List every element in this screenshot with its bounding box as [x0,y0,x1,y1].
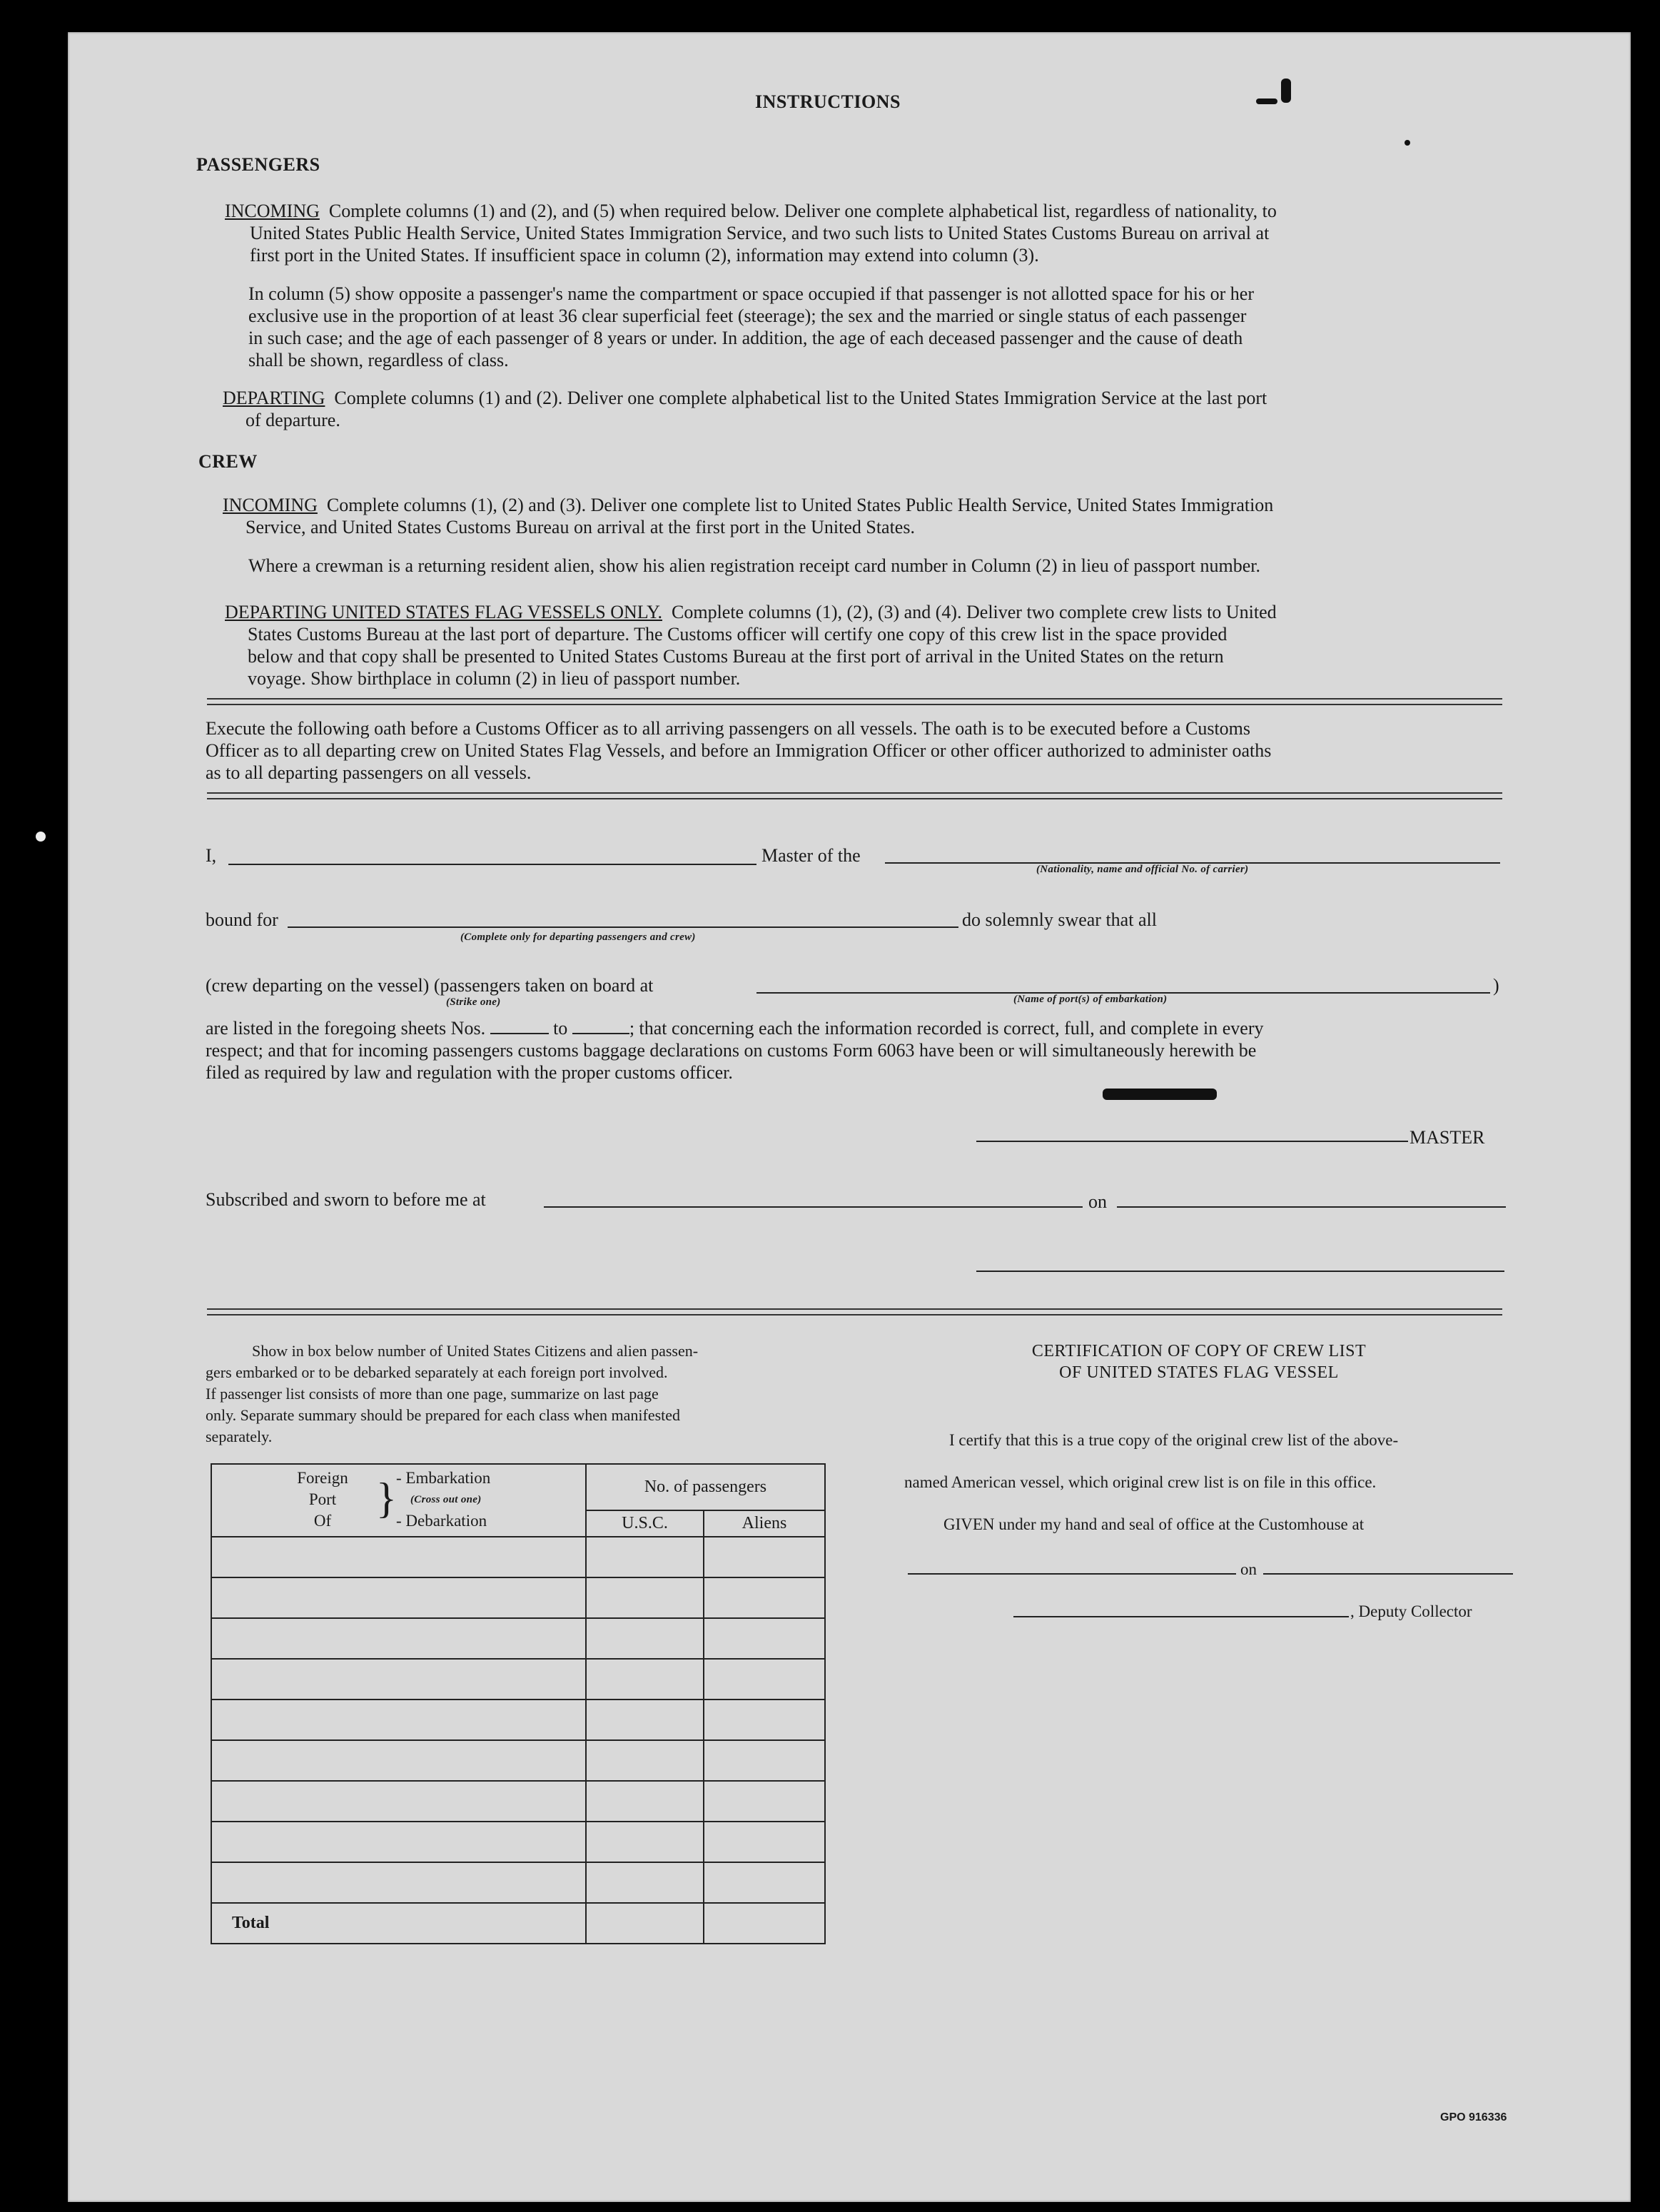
master-label: MASTER [1410,1127,1485,1148]
carrier-note: (Nationality, name and official No. of carrier) [1036,864,1249,875]
certification-text: GIVEN under my hand and seal of office at the Customhouse at [943,1515,1365,1533]
oath-text: respect; and that for incoming passengers customs baggage declarations on customs Form 6063 have been or will simultaneously herewith be [206,1040,1257,1061]
aliens-cell[interactable] [704,1700,825,1740]
table-row [211,1862,825,1903]
port-cell[interactable] [211,1862,586,1903]
port-cell[interactable] [211,1618,586,1659]
table-row [211,1537,825,1577]
page-title: INSTRUCTIONS [755,91,901,112]
aliens-cell[interactable] [704,1618,825,1659]
crew-departing-text: below and that copy shall be presented to United States Customs Bureau at the first port of arrival in the United States on the return [248,646,1224,667]
certification-title [899,1340,1499,1383]
listed-text: are listed in the foregoing sheets Nos. [206,1018,486,1039]
oath-text: filed as required by law and regulation with the proper customs officer. [206,1062,733,1083]
crew-departing-label: DEPARTING UNITED STATES FLAG VESSELS ONLY. [225,602,662,622]
crew-departing-text: States Customs Bureau at the last port of departure. The Customs officer will certify one copy of this crew list in the space provided [248,624,1228,645]
certification-title-line: OF UNITED STATES FLAG VESSEL [1059,1363,1339,1382]
embarkation-option[interactable]: - Embarkation [396,1469,491,1487]
port-cell[interactable] [211,1537,586,1577]
cross-out-note: (Cross out one) [410,1494,482,1505]
total-label: Total [211,1903,586,1944]
column5-block [248,283,1483,371]
table-row [211,1740,825,1781]
aliens-cell[interactable] [704,1740,825,1781]
bound-for-line[interactable] [288,926,958,928]
usc-cell[interactable] [586,1862,704,1903]
debarkation-option[interactable]: - Debarkation [396,1512,487,1530]
usc-cell[interactable] [586,1781,704,1822]
divider [207,792,1502,799]
column5-text: shall be shown, regardless of class. [248,350,509,370]
ink-mark [1103,1089,1217,1100]
no-passengers-header: No. of passengers [586,1464,825,1510]
resident-alien-text: Where a crewman is a returning resident alien, show his alien registration receipt card number in Column (2) in lieu of passport number. [248,555,1261,576]
port-cell[interactable] [211,1781,586,1822]
usc-total-cell[interactable] [586,1903,704,1944]
aliens-header: Aliens [704,1510,825,1537]
ink-mark [1281,79,1291,103]
departing-text: of departure. [246,410,340,430]
usc-cell[interactable] [586,1537,704,1577]
summary-text: gers embarked or to be debarked separately at each foreign port involved. [206,1363,668,1381]
aliens-total-cell[interactable] [704,1903,825,1944]
aliens-cell[interactable] [704,1781,825,1822]
oath-i: I, [206,845,217,866]
certification-text: I certify that this is a true copy of the original crew list of the above- [949,1431,1399,1449]
crew-incoming-text: Complete columns (1), (2) and (3). Deliver one complete list to United States Public Health Service, United States Immigration [326,495,1274,515]
aliens-cell[interactable] [704,1537,825,1577]
ink-mark [1256,99,1277,104]
ink-mark [36,832,46,842]
deputy-collector-label: , Deputy Collector [1350,1602,1472,1620]
table-row [211,1781,825,1822]
usc-cell[interactable] [586,1822,704,1862]
incoming-text: United States Public Health Service, United States Immigration Service, and two such lists to United States Customs Bureau on arrival at [250,223,1270,243]
crew-incoming-text: Service, and United States Customs Bureau on arrival at the first port in the United States. [246,517,915,537]
to-text: to [553,1018,568,1039]
crew-heading: CREW [198,451,258,472]
strike-note: (Strike one) [446,996,501,1008]
brace-icon: } [376,1475,397,1522]
column5-text: exclusive use in the proportion of at least 36 clear superficial feet (steerage); the sex and the married or single status of each passenger [248,305,1247,326]
usc-cell[interactable] [586,1740,704,1781]
deputy-signature-line[interactable] [1013,1616,1349,1617]
divider [207,698,1502,705]
oath-instructions [206,717,1504,784]
customhouse-line[interactable] [908,1573,1236,1575]
oath-instr-text: Execute the following oath before a Customs Officer as to all arriving passengers on all vessels. The oath is to be executed before a Customs [206,718,1251,739]
aliens-cell[interactable] [704,1822,825,1862]
departing-text: Complete columns (1) and (2). Deliver one complete alphabetical list to the United States Immigration Service at the last port [334,388,1267,408]
officer-signature-line[interactable] [976,1271,1504,1272]
usc-cell[interactable] [586,1659,704,1700]
sworn-date-line[interactable] [1117,1206,1506,1208]
table-row [211,1822,825,1862]
incoming-text: Complete columns (1) and (2), and (5) when required below. Deliver one complete alphabetical list, regardless of nationality, to [328,201,1277,221]
ink-mark [1405,140,1410,146]
master-signature-line[interactable] [976,1141,1408,1142]
listed-text: ; that concerning each the information recorded is correct, full, and complete in every [629,1018,1264,1039]
summary-text: Show in box below number of United States Citizens and alien passen- [252,1342,699,1360]
table-row [211,1618,825,1659]
crew-incoming-label: INCOMING [223,495,318,515]
oath-body [206,1017,1504,1084]
sheet-to-blank[interactable] [572,1033,629,1034]
table-row [211,1577,825,1618]
summary-instructions [206,1340,819,1448]
oath-instr-text: Officer as to all departing crew on United States Flag Vessels, and before an Immigration Officer or other officer authorized to administer oaths [206,740,1272,761]
incoming-text: first port in the United States. If insufficient space in column (2), information may extend into column (3). [250,245,1039,266]
passengers-departing-block [223,387,1486,431]
port-cell[interactable] [211,1700,586,1740]
crew-departing-block [225,601,1488,690]
port-cell[interactable] [211,1659,586,1700]
port-cell[interactable] [211,1577,586,1618]
master-name-line[interactable] [228,864,756,865]
swear-text: do solemnly swear that all [962,909,1157,930]
sheet-from-blank[interactable] [490,1033,549,1034]
certification-date-line[interactable] [1263,1573,1513,1575]
close-paren: ) [1493,975,1499,996]
certification-on-label: on [1240,1560,1257,1578]
crew-departing-text: Complete columns (1), (2), (3) and (4). Deliver two complete crew lists to United [672,602,1277,622]
aliens-cell[interactable] [704,1862,825,1903]
passengers-heading: PASSENGERS [196,154,320,175]
oath-instr-text: as to all departing passengers on all vessels. [206,762,532,783]
divider [207,1308,1502,1315]
sworn-place-line[interactable] [544,1206,1083,1208]
usc-cell[interactable] [586,1700,704,1740]
column5-text: In column (5) show opposite a passenger's name the compartment or space occupied if that passenger is not allotted space for his or her [248,283,1254,304]
aliens-cell[interactable] [704,1577,825,1618]
incoming-label: INCOMING [225,201,320,221]
summary-text: only. Separate summary should be prepared for each class when manifested [206,1406,681,1424]
port-note: (Name of port(s) of embarkation) [1013,994,1168,1005]
bound-note: (Complete only for departing passengers and crew) [460,931,696,943]
port-cell[interactable] [211,1822,586,1862]
foreign-port-header [211,1464,586,1537]
bound-for-label: bound for [206,909,278,930]
usc-header: U.S.C. [586,1510,704,1537]
table-row [211,1659,825,1700]
column5-text: in such case; and the age of each passenger of 8 years or under. In addition, the age of each deceased passenger and the cause of death [248,328,1243,348]
gpo-code: GPO 916336 [1440,2111,1507,2123]
departing-label: DEPARTING [223,388,325,408]
usc-cell[interactable] [586,1618,704,1659]
aliens-cell[interactable] [704,1659,825,1700]
total-row [211,1903,825,1944]
table-row [211,1700,825,1740]
passenger-summary-table [211,1463,826,1944]
usc-cell[interactable] [586,1577,704,1618]
summary-text: separately. [206,1428,273,1445]
crew-departing-oath: (crew departing on the vessel) (passengers taken on board at [206,975,654,996]
summary-text: If passenger list consists of more than one page, summarize on last page [206,1385,659,1403]
crew-departing-text: voyage. Show birthplace in column (2) in lieu of passport number. [248,668,741,689]
master-of-label: Master of the [761,845,861,866]
crew-incoming-block [223,494,1486,538]
of-label: Of [313,1512,332,1530]
foreign-label: Foreign [297,1469,348,1487]
port-cell[interactable] [211,1740,586,1781]
subscribed-label: Subscribed and sworn to before me at [206,1189,486,1210]
certification-text: named American vessel, which original crew list is on file in this office. [904,1473,1377,1491]
sworn-on-label: on [1088,1191,1107,1212]
port-label: Port [308,1490,337,1508]
certification-title-line: CERTIFICATION OF COPY OF CREW LIST [1031,1342,1367,1360]
passengers-incoming-block [225,200,1481,266]
